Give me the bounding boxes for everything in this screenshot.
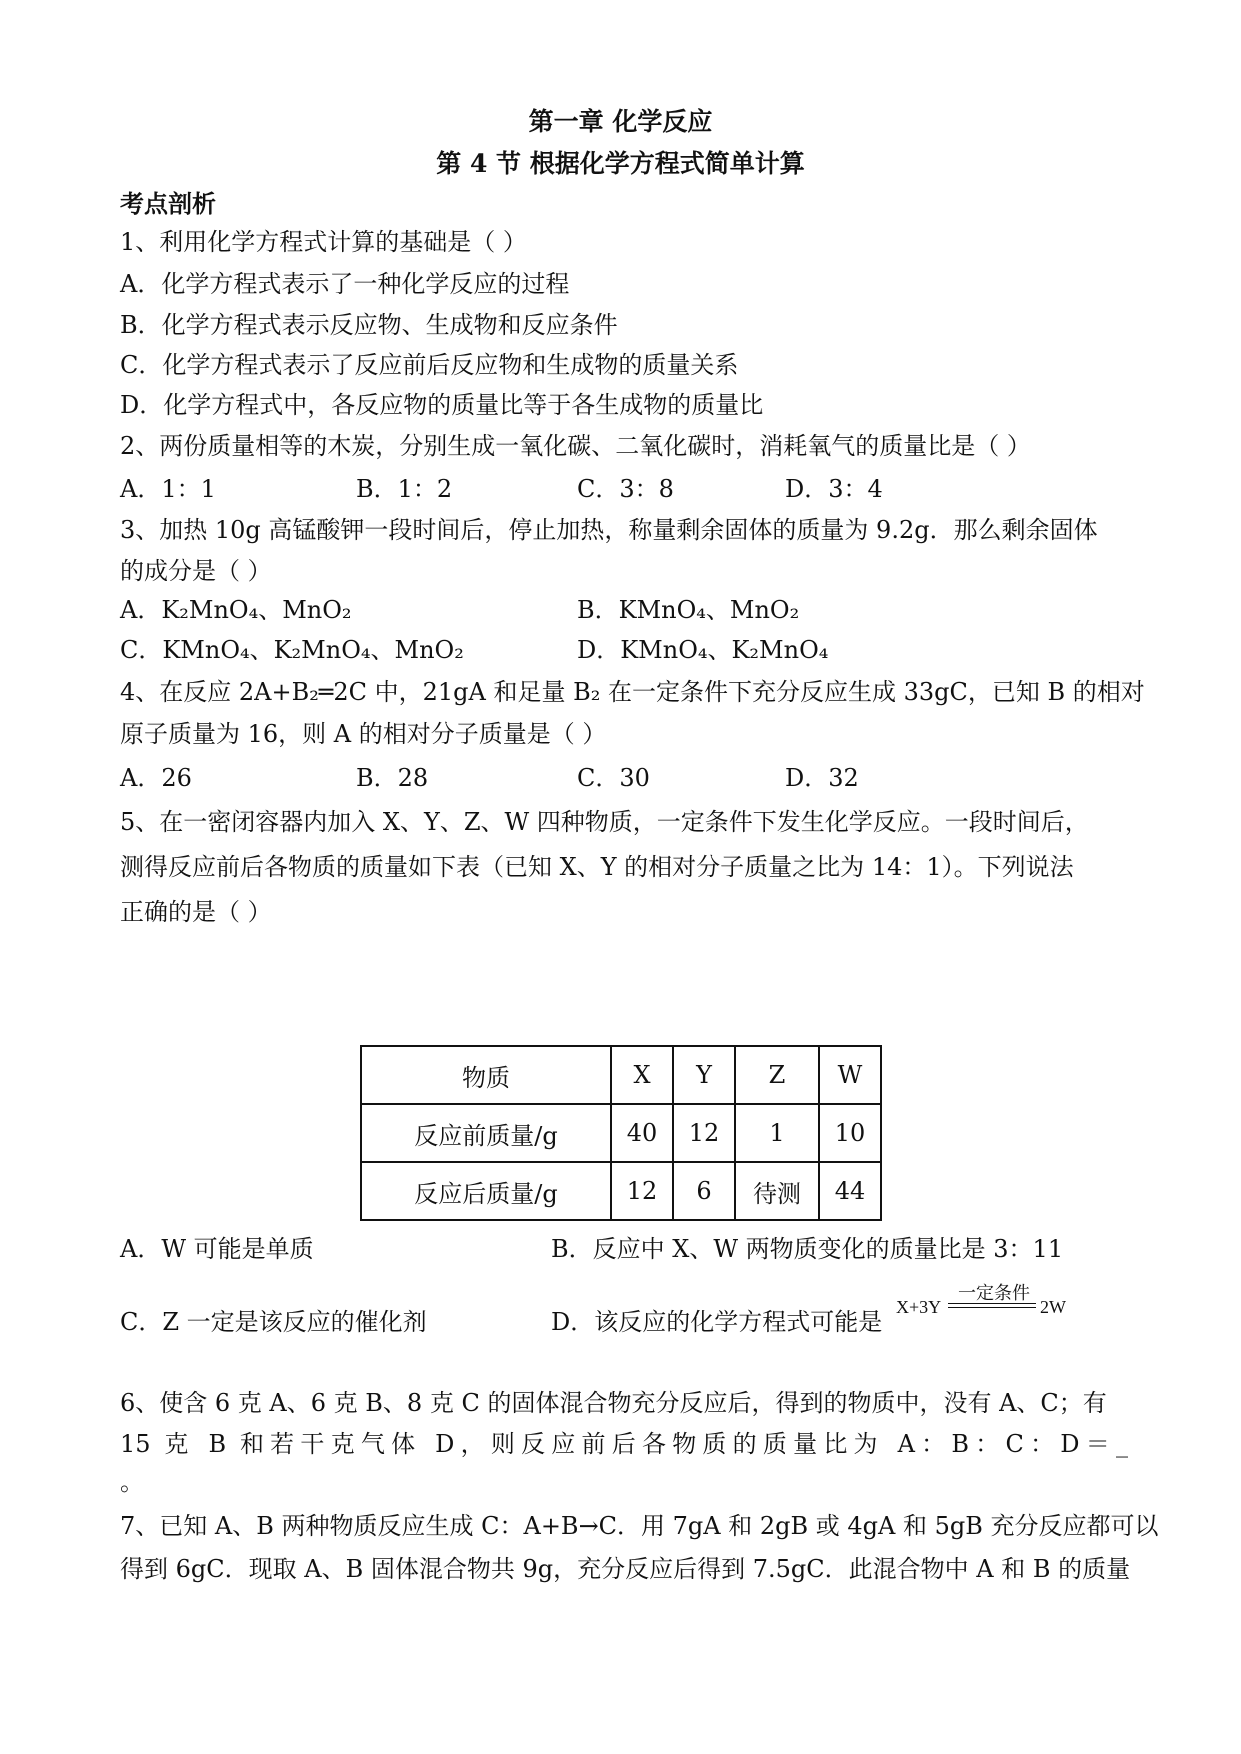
table-cell: 1 — [735, 1104, 819, 1162]
question-4-line-1: 4、在反应 2A+B₂═2C 中，21gA 和足量 B₂ 在一定条件下充分反应生成 33gC，已知 B 的相对 — [120, 678, 1145, 706]
table-cell: 12 — [611, 1162, 673, 1220]
question-2-option-c: C．3：8 — [577, 475, 674, 503]
chapter-title: 第一章 化学反应 — [528, 107, 713, 136]
question-3-option-c: C．KMnO₄、K₂MnO₄、MnO₂ — [120, 636, 464, 664]
question-5-option-c: C．Z 一定是该反应的催化剂 — [120, 1308, 427, 1336]
table-header-row — [361, 1046, 881, 1104]
table-header-cell: Z — [735, 1046, 819, 1104]
table-cell: 6 — [673, 1162, 735, 1220]
table-cell: 10 — [819, 1104, 881, 1162]
question-2-stem: 2、两份质量相等的木炭，分别生成一氧化碳、二氧化碳时，消耗氧气的质量比是（ ） — [120, 432, 1031, 460]
question-3-line-2: 的成分是（ ） — [120, 557, 272, 585]
table-header-cell: 物质 — [361, 1046, 611, 1104]
question-4-option-a: A．26 — [120, 764, 192, 792]
question-7-line-2: 得到 6gC．现取 A、B 固体混合物共 9g，充分反应后得到 7.5gC．此混合物中 A 和 B 的质量 — [120, 1555, 1131, 1583]
question-4-option-b: B．28 — [356, 764, 429, 792]
question-1-option-b: B．化学方程式表示反应物、生成物和反应条件 — [120, 311, 618, 339]
question-4-option-c: C．30 — [577, 764, 650, 792]
equation-condition: 一定条件 — [958, 1283, 1030, 1303]
question-1-option-d: D．化学方程式中，各反应物的质量比等于各生成物的质量比 — [120, 391, 764, 419]
question-3-line-1: 3、加热 10g 高锰酸钾一段时间后，停止加热，称量剩余固体的质量为 9.2g．那么剩余固体 — [120, 516, 1098, 544]
table-header-cell: Y — [673, 1046, 735, 1104]
question-2-option-a: A．1：1 — [120, 475, 216, 503]
table-cell: 12 — [673, 1104, 735, 1162]
equation-right: 2W — [1040, 1297, 1066, 1317]
table-row — [361, 1104, 881, 1162]
section-heading: 考点剖析 — [120, 189, 216, 218]
question-1-option-a: A．化学方程式表示了一种化学反应的过程 — [120, 270, 570, 298]
question-3-option-d: D．KMnO₄、K₂MnO₄ — [577, 636, 829, 664]
question-5-option-d: D．该反应的化学方程式可能是 — [551, 1308, 883, 1336]
question-5-line-1: 5、在一密闭容器内加入 X、Y、Z、W 四种物质，一定条件下发生化学反应。一段时间后， — [120, 808, 1089, 836]
table-cell: 44 — [819, 1162, 881, 1220]
question-6-line-3: 。 — [120, 1468, 144, 1496]
table-cell: 反应前质量/g — [361, 1104, 611, 1162]
question-5-option-b: B．反应中 X、W 两物质变化的质量比是 3：11 — [551, 1235, 1064, 1263]
question-6-line-2: 15 克 B 和若干克气体 D，则反应前后各物质的质量比为 A：B：C：D＝_ — [120, 1430, 1128, 1458]
equation-left: X+3Y — [896, 1297, 942, 1317]
table-header-cell: W — [819, 1046, 881, 1104]
question-6-line-1: 6、使含 6 克 A、6 克 B、8 克 C 的固体混合物充分反应后，得到的物质中，没有 A、C；有 — [120, 1389, 1107, 1417]
question-1-stem: 1、利用化学方程式计算的基础是（ ） — [120, 228, 527, 256]
mass-table — [360, 1045, 882, 1221]
table-row — [361, 1162, 881, 1220]
question-4-option-d: D．32 — [785, 764, 859, 792]
question-2-option-b: B．1：2 — [356, 475, 453, 503]
question-2-option-d: D．3：4 — [785, 475, 883, 503]
question-5-option-a: A．W 可能是单质 — [120, 1235, 314, 1263]
equation-line-lower — [948, 1307, 1036, 1308]
section-title: 第 4 节 根据化学方程式简单计算 — [436, 149, 805, 178]
table-header-cell: X — [611, 1046, 673, 1104]
question-3-option-a — [120, 594, 352, 626]
table-cell: 待测 — [735, 1162, 819, 1220]
question-4-line-2: 原子质量为 16，则 A 的相对分子质量是（ ） — [120, 720, 607, 748]
equation-line-upper — [948, 1303, 1036, 1304]
question-3-option-b: B．KMnO₄、MnO₂ — [577, 596, 800, 624]
table-cell: 40 — [611, 1104, 673, 1162]
table-cell: 反应后质量/g — [361, 1162, 611, 1220]
option-text: A．K₂MnO₄、MnO₂ — [120, 596, 352, 624]
question-7-line-1: 7、已知 A、B 两种物质反应生成 C：A+B→C．用 7gA 和 2gB 或 4gA 和 5gB 充分反应都可以 — [120, 1512, 1159, 1540]
reaction-equation — [896, 1279, 1086, 1329]
question-5-line-2: 测得反应前后各物质的质量如下表（已知 X、Y 的相对分子质量之比为 14：1）。下列说法 — [120, 853, 1074, 881]
question-1-option-c: C．化学方程式表示了反应前后反应物和生成物的质量关系 — [120, 351, 739, 379]
question-5-line-3: 正确的是（ ） — [120, 898, 272, 926]
